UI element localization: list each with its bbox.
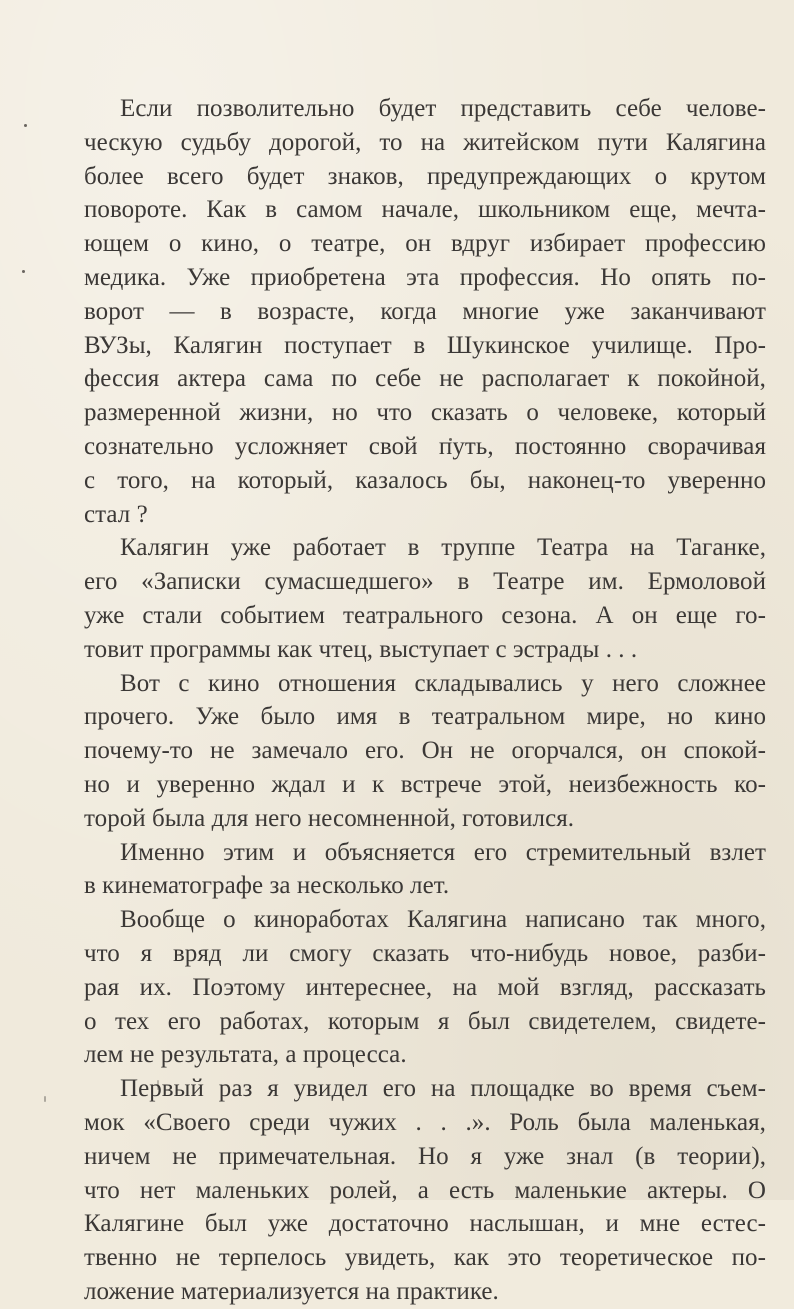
print-speck <box>22 270 25 273</box>
text-line: о тех его работах, которым я был свидетелем, свидете- <box>84 1007 766 1035</box>
text-line: фессия актера сама по себе не располагает к покойной, <box>84 365 766 393</box>
text-line: Вот с кино отношения складывались у него сложнее <box>120 669 766 697</box>
text-line: в кинематографе за несколько лет. <box>84 872 450 900</box>
text-line: что нет маленьких ролей, а есть маленькие актеры. О <box>84 1176 766 1204</box>
text-line: прочего. Уже было имя в театральном мире, но кино <box>84 703 766 731</box>
print-speck <box>44 1096 46 1102</box>
text-line: сознательно усложняет свой путь, постоянно сворачивая <box>84 432 766 460</box>
text-line: Калягин уже работает в труппе Театра на Таганке, <box>120 534 766 562</box>
text-line: ничем не примечательная. Но я уже знал (в теории), <box>84 1142 766 1170</box>
text-line: почему-то не замечало его. Он не огорчался, он спокой- <box>84 737 766 765</box>
text-line: повороте. Как в самом начале, школьником еще, мечта- <box>84 196 766 224</box>
text-line: товит программы как чтец, выступает с эстрады . . . <box>84 635 638 663</box>
text-line: ложение материализуется на практике. <box>84 1277 499 1305</box>
text-line: Именно этим и объясняется его стремительный взлет <box>120 838 766 866</box>
text-line: его «Записки сумасшедшего» в Театре им. Ермоловой <box>84 568 766 596</box>
text-line: рая их. Поэтому интереснее, на мой взгляд, рассказать <box>84 973 766 1001</box>
print-speck <box>24 124 27 127</box>
text-line: Вообще о киноработах Калягина написано так много, <box>120 906 766 934</box>
text-line: что я вряд ли смогу сказать что-нибудь новое, разби- <box>84 939 766 967</box>
text-line: твенно не терпелось увидеть, как это теоретическое по- <box>84 1244 766 1272</box>
text-line: но и уверенно ждал и к встрече этой, неизбежность ко- <box>84 770 766 798</box>
text-line: Если позволительно будет представить себе челове- <box>120 95 766 122</box>
text-line: ВУЗы, Калягин поступает в Шукинское училище. Про- <box>84 331 766 359</box>
text-line: Калягине был уже достаточно наслышан, и мне естес- <box>84 1210 766 1238</box>
text-line: Первый раз я увидел его на площадке во время съем- <box>120 1075 766 1103</box>
text-line: торой была для него несомненной, готовился. <box>84 804 575 832</box>
text-line: медика. Уже приобретена эта профессия. Но опять по- <box>84 263 766 291</box>
text-line: ворот — в возрасте, когда многие уже заканчивают <box>84 297 766 325</box>
text-line: более всего будет знаков, предупреждающих о крутом <box>84 162 766 190</box>
text-line: лем не результата, а процесса. <box>84 1041 407 1069</box>
text-line: ческую судьбу дорогой, то на житейском пути Калягина <box>84 128 766 156</box>
text-line: с того, на который, казалось бы, наконец-то уверенно <box>84 466 766 494</box>
text-line: стал ? <box>84 500 148 528</box>
body-text <box>84 92 766 1309</box>
text-line: уже стали событием театрального сезона. А он еще го- <box>84 601 766 629</box>
text-line: ющем о кино, о театре, он вдруг избирает профессию <box>84 230 766 258</box>
text-line: размеренной жизни, но что сказать о человеке, который <box>84 399 766 427</box>
text-line: мок «Своего среди чужих . . .». Роль была маленькая, <box>84 1108 766 1136</box>
